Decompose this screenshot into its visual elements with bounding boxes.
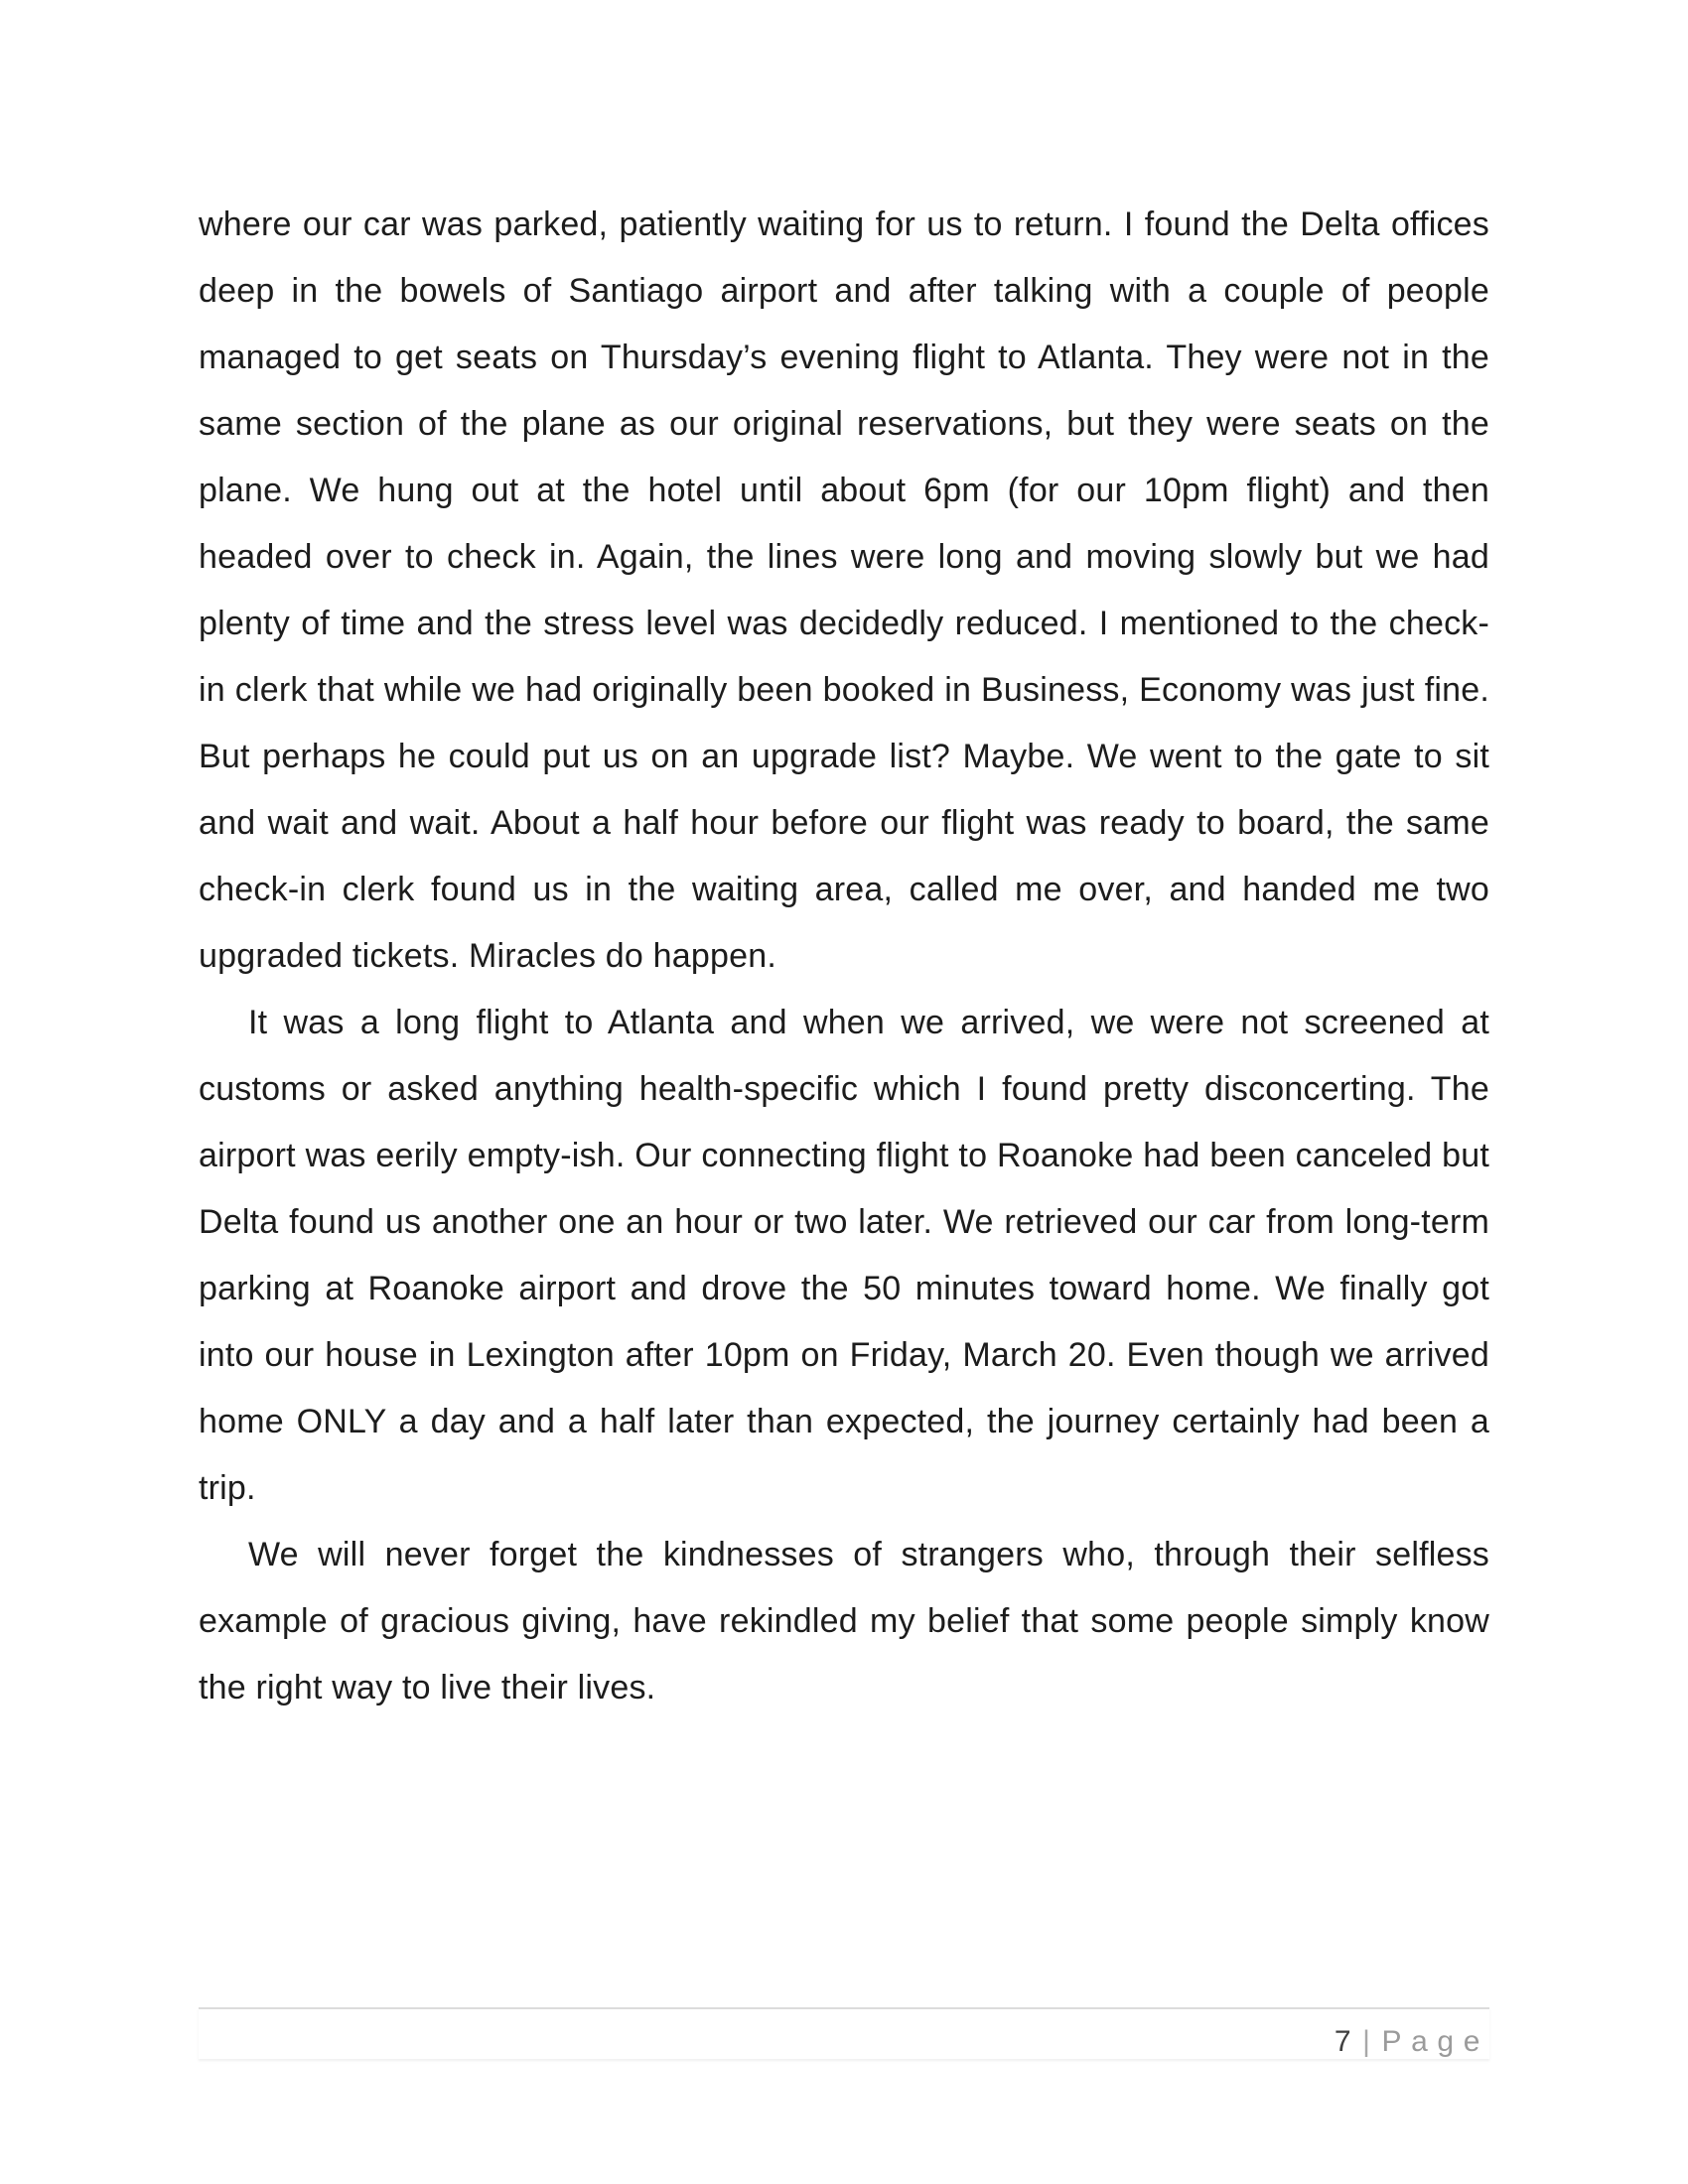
- page-footer: [199, 2007, 1489, 2059]
- page-number: 7: [1334, 2025, 1361, 2058]
- page-number-footer: [199, 2025, 1489, 2059]
- paragraph-continuation: where our car was parked, patiently waiting for us to return. I found the Delta offices deep in the bowels of Santiago airport and after talking with a couple of people managed to get seats on Thursday’s evening flight to Atlanta. They were not in the same section of the plane as our original reservations, but they were seats on the plane. We hung out at the hotel until about 6pm (for our 10pm flight) and then headed over to check in. Again, the lines were long and moving slowly but we had plenty of time and the stress level was decidedly reduced. I mentioned to the check-in clerk that while we had originally been booked in Business, Economy was just fine. But perhaps he could put us on an upgrade list? Maybe. We went to the gate to sit and wait and wait. About a half hour before our flight was ready to board, the same check-in clerk found us in the waiting area, called me over, and handed me two upgraded tickets. Miracles do happen.: [199, 205, 1489, 975]
- paragraph: We will never forget the kindnesses of strangers who, through their selfless example of gracious giving, have rekindled my belief that some people simply know the right way to live their lives.: [199, 1536, 1489, 1706]
- footer-separator: |: [1362, 2025, 1380, 2058]
- paragraph: It was a long flight to Atlanta and when we arrived, we were not screened at customs or asked anything health-specific which I found pretty disconcerting. The airport was eerily empty-ish. Our connecting flight to Roanoke had been canceled but Delta found us another one an hour or two later. We retrieved our car from long-term parking at Roanoke airport and drove the 50 minutes toward home. We finally got into our house in Lexington after 10pm on Friday, March 20. Even though we arrived home ONLY a day and a half later than expected, the journey certainly had been a trip.: [199, 1004, 1489, 1507]
- page-body: [199, 192, 1489, 1721]
- footer-page-label: Page: [1381, 2025, 1489, 2058]
